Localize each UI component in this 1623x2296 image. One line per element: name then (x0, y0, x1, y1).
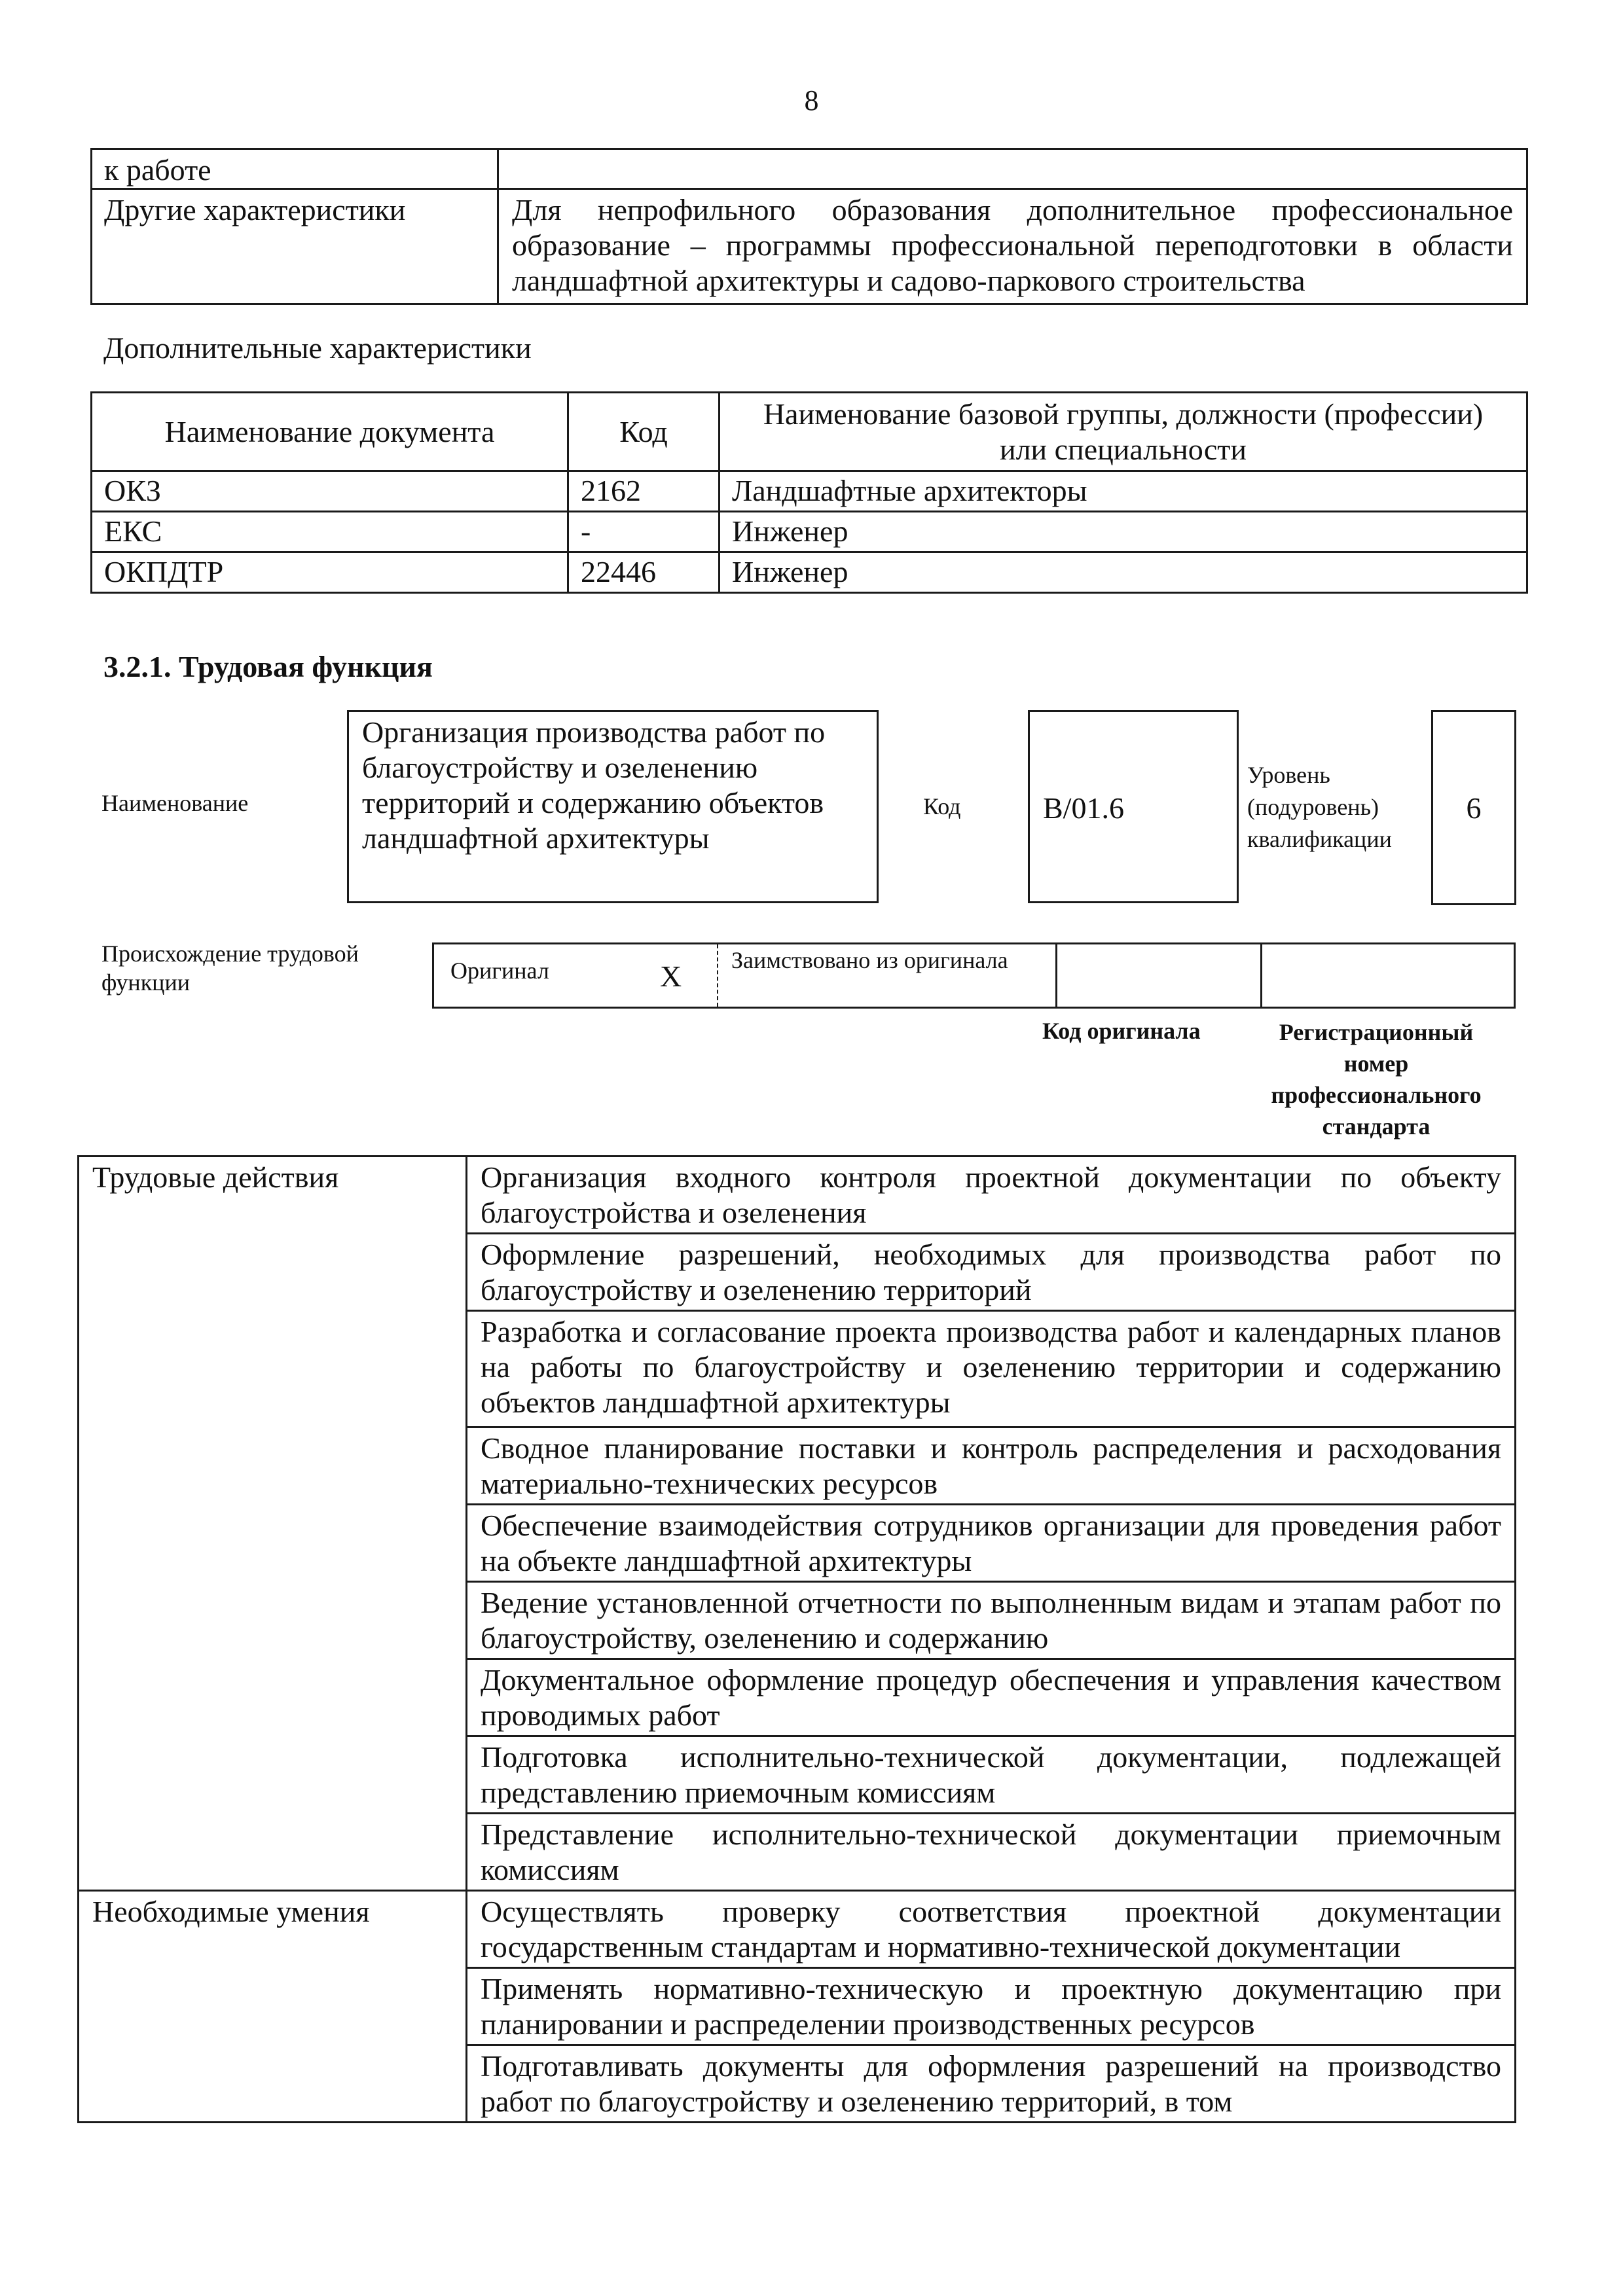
origin-table (432, 942, 1516, 1009)
origin-original-cell (433, 944, 718, 1008)
top-row2-value: Для непрофильного образования дополнительное профессиональное образование – программы профессиональной переподготовки в области ландшафтной архитектуры и садово-паркового строительства (498, 189, 1527, 304)
skill-item: Осуществлять проверку соответствия проектной документации государственным стандартам и нормативно-технической документации (467, 1891, 1516, 1968)
action-item: Ведение установленной отчетности по выполненным видам и этапам работ по благоустройству, озеленению и содержанию (467, 1582, 1516, 1659)
function-code-box (1028, 710, 1239, 903)
function-name-box (347, 710, 879, 903)
doc-row-code: 22446 (568, 552, 720, 593)
origin-borrowed: Заимствовано из оригинала (718, 944, 1057, 1008)
section-title: 3.2.1. Трудовая функция (103, 650, 433, 683)
doc-row (92, 471, 1527, 512)
action-item: Обеспечение взаимодействия сотрудников организации для проведения работ на объекте ландшафтной архитектуры (467, 1505, 1516, 1582)
level-box (1431, 710, 1516, 905)
doc-row-group: Ландшафтные архитекторы (720, 471, 1527, 512)
top-table (90, 148, 1528, 305)
actions-table (77, 1155, 1516, 2123)
skill-item: Подготавливать документы для оформления разрешений на производство работ по благоустройству и озеленению территорий, в том (467, 2045, 1516, 2123)
doc-header-group: Наименование базовой группы, должности (профессии) или специальности (720, 393, 1527, 471)
page-number: 8 (804, 84, 819, 117)
doc-row (92, 552, 1527, 593)
action-item: Сводное планирование поставки и контроль распределения и расходования материально-технических ресурсов (467, 1427, 1516, 1505)
skill-item: Применять нормативно-техническую и проектную документацию при планировании и распределении производственных ресурсов (467, 1968, 1516, 2045)
doc-table (90, 391, 1528, 594)
origin-original: Оригинал (450, 958, 549, 984)
doc-header-name: Наименование документа (92, 393, 568, 471)
action-item: Подготовка исполнительно-технической документации, подлежащей представлению приемочным комиссиям (467, 1736, 1516, 1814)
function-code: B/01.6 (1043, 791, 1124, 825)
doc-row-name: ОКПДТР (92, 552, 568, 593)
doc-row-name: ЕКС (92, 512, 568, 552)
action-item: Документальное оформление процедур обеспечения и управления качеством проводимых работ (467, 1659, 1516, 1736)
top-row1-label: к работе (92, 149, 498, 189)
origin-mark: X (660, 960, 682, 993)
level-value: 6 (1466, 791, 1482, 825)
actions-label: Трудовые действия (79, 1157, 467, 1891)
skills-label: Необходимые умения (79, 1891, 467, 2123)
level-label: Уровень (подуровень) квалификации (1247, 762, 1392, 852)
original-code-caption: Код оригинала (1042, 1018, 1201, 1044)
top-row1-value (498, 149, 1527, 189)
doc-row-group: Инженер (720, 552, 1527, 593)
doc-row-name: ОКЗ (92, 471, 568, 512)
origin-label: Происхождение трудовой функции (101, 941, 359, 996)
function-name: Организация производства работ по благоустройству и озеленению территорий и содержанию объектов ландшафтной архитектуры (362, 715, 826, 855)
additional-title: Дополнительные характеристики (103, 331, 532, 365)
reg-number-caption: Регистрационный номер профессионального стандарта (1271, 1019, 1482, 1139)
action-item: Разработка и согласование проекта производства работ и календарных планов на работы по благоустройству и озеленению территории и содержанию объектов ландшафтной архитектуры (467, 1311, 1516, 1427)
origin-code-cell (1057, 944, 1262, 1008)
name-label: Наименование (101, 790, 249, 816)
origin-reg-cell (1262, 944, 1515, 1008)
action-item: Оформление разрешений, необходимых для производства работ по благоустройству и озеленению территорий (467, 1234, 1516, 1311)
doc-row-group: Инженер (720, 512, 1527, 552)
action-item: Представление исполнительно-технической документации приемочным комиссиям (467, 1814, 1516, 1891)
doc-header-code: Код (568, 393, 720, 471)
action-item: Организация входного контроля проектной документации по объекту благоустройства и озеленения (467, 1157, 1516, 1234)
doc-row (92, 512, 1527, 552)
doc-row-code: - (568, 512, 720, 552)
code-label: Код (923, 793, 961, 819)
doc-row-code: 2162 (568, 471, 720, 512)
top-row2-label: Другие характеристики (92, 189, 498, 304)
